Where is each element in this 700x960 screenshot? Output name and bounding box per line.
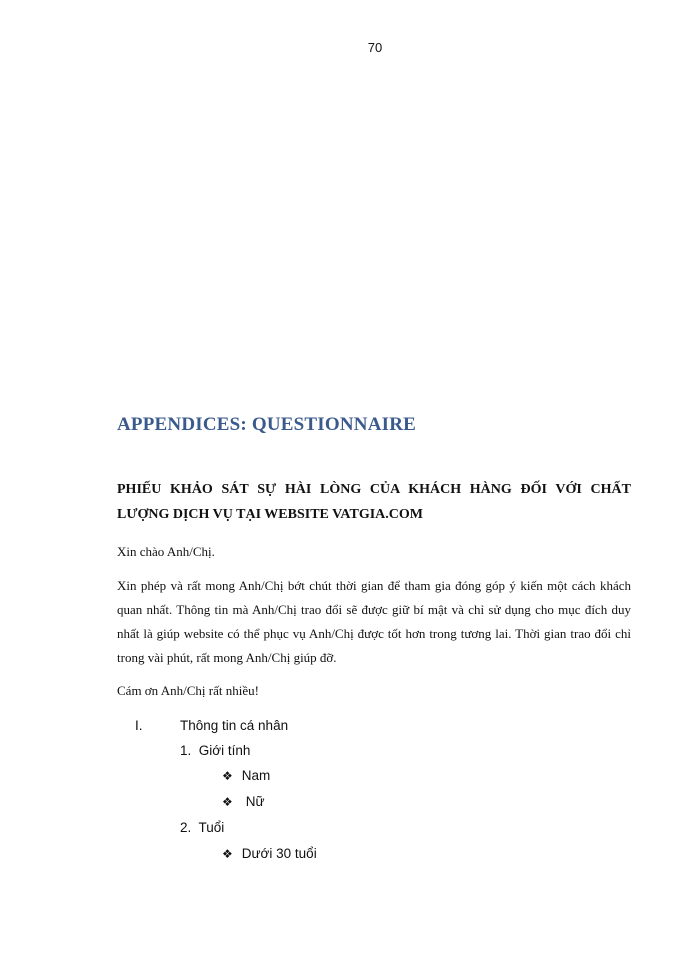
question-label: Tuổi [198, 820, 225, 835]
section-label: Thông tin cá nhân [180, 718, 289, 733]
survey-title-line1: PHIẾU KHẢO SÁT SỰ HÀI LÒNG CỦA KHÁCH HÀNG ĐỐI VỚI CHẤT [117, 482, 631, 497]
question-number: 1. [180, 743, 192, 758]
survey-title-line2: LƯỢNG DỊCH VỤ TẠI WEBSITE VATGIA.COM [117, 507, 423, 522]
diamond-bullet-icon: ❖ [222, 795, 233, 809]
question-gender [180, 743, 250, 758]
intro-paragraph: Xin phép và rất mong Anh/Chị bớt chút thời gian để tham gia đóng góp ý kiến một cách khách quan nhất. Thông tin mà Anh/Chị trao đổi sẽ được giữ bí mật và chỉ sử dụng cho mục đích duy nhất là giúp website có thể phục vụ Anh/Chị được tốt hơn trong tương lai. Thời gian trao đổi chỉ trong vài phút, rất mong Anh/Chị giúp đỡ. [117, 578, 631, 665]
thanks-text: Cám ơn Anh/Chị rất nhiều! [117, 683, 259, 698]
question-label: Giới tính [198, 743, 251, 758]
page-number: 70 [367, 40, 383, 55]
diamond-bullet-icon: ❖ [222, 847, 233, 861]
option-label: Nữ [245, 794, 265, 809]
option-item [222, 846, 317, 861]
option-item [222, 794, 265, 809]
option-label: Nam [241, 768, 271, 783]
option-label: Dưới 30 tuổi [241, 846, 317, 861]
question-number: 2. [180, 820, 192, 835]
option-item [222, 768, 270, 783]
greeting: Xin chào Anh/Chị. [117, 544, 215, 559]
appendix-heading: APPENDICES: QUESTIONNAIRE [117, 414, 417, 435]
diamond-bullet-icon: ❖ [222, 769, 233, 783]
question-age [180, 820, 224, 835]
section-numeral: I. [135, 718, 143, 733]
survey-title [117, 477, 631, 527]
